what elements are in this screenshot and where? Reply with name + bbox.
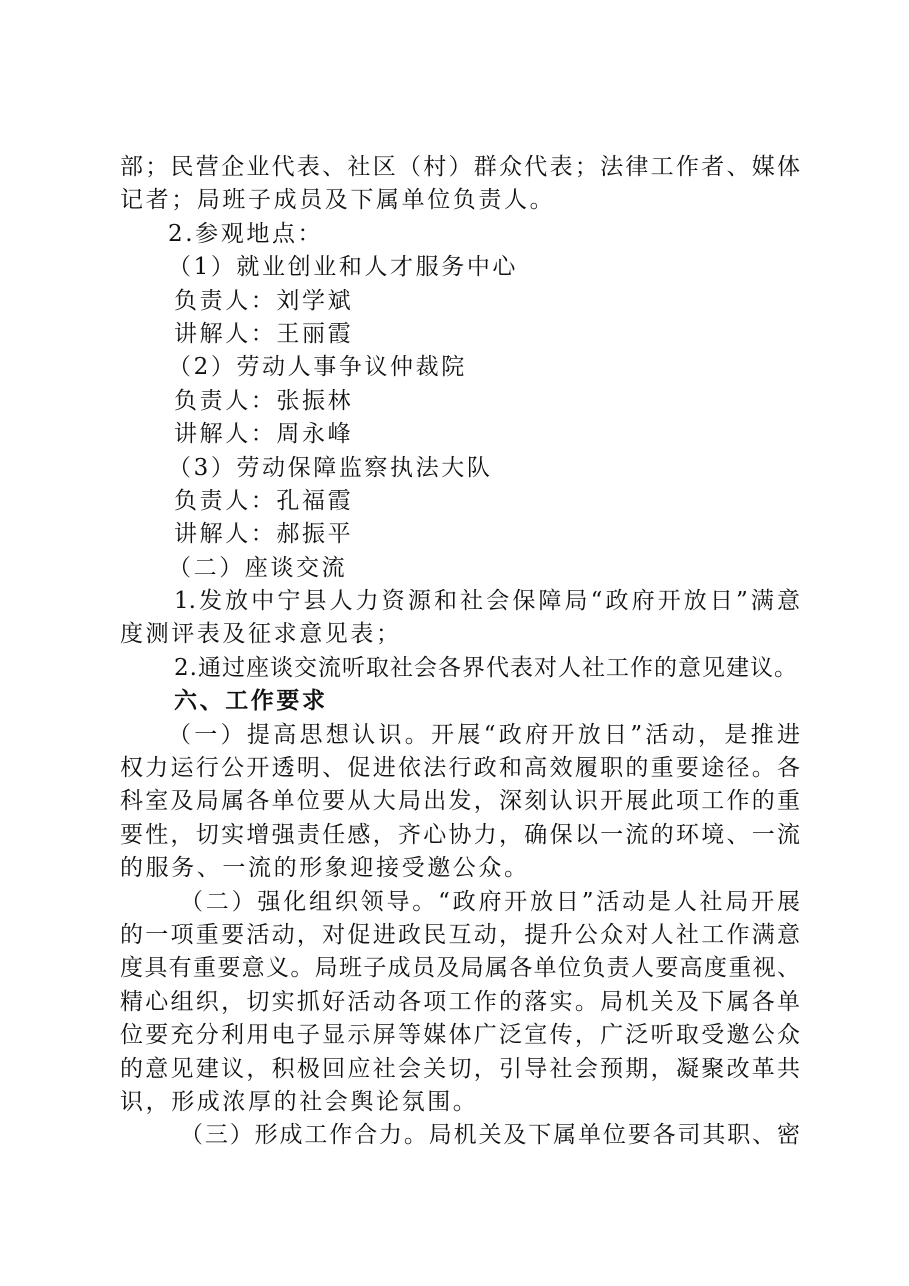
venue-3-guide: 讲解人：郝振平: [174, 521, 354, 548]
venue-3-manager: 负责人：孔福霞: [174, 487, 354, 514]
subsection-heading: （二）座谈交流: [168, 554, 348, 581]
paragraph-2-line-2: 的一项重要活动，对促进政民互动，提升公众对人社工作满意: [120, 921, 800, 948]
text-line-2: 记者；局班子成员及下属单位负责人。: [120, 187, 556, 214]
venue-2-guide: 讲解人：周永峰: [174, 421, 354, 448]
paragraph-1-line-4: 要性，切实增强责任感，齐心协力，确保以一流的环境、一流: [120, 821, 800, 848]
paragraph-3-line-1: （三）形成工作合力。局机关及下属单位要各司其职、密: [180, 1122, 800, 1149]
paragraph-2-line-4: 精心组织，切实抓好活动各项工作的落实。局机关及下属各单: [120, 988, 800, 1015]
paragraph-2-line-6: 的意见建议，积极回应社会关切，引导社会预期，凝聚改革共: [120, 1055, 800, 1082]
paragraph-2-line-1: （二）强化组织领导。“政府开放日”活动是人社局开展: [180, 888, 800, 915]
venue-1-guide: 讲解人：王丽霞: [174, 320, 354, 347]
paragraph-1-line-5: 的服务、一流的形象迎接受邀公众。: [120, 855, 530, 882]
paragraph-2-line-3: 度具有重要意义。局班子成员及局属各单位负责人要高度重视、: [120, 955, 800, 982]
text-line-3: 2.参观地点：: [168, 220, 324, 247]
list-item-venue-1: （1）就业创业和人才服务中心: [168, 254, 519, 281]
text-line-1: 部；民营企业代表、社区（村）群众代表；法律工作者、媒体: [120, 154, 800, 180]
text-line-16: 2.通过座谈交流听取社会各界代表对人社工作的意见建议。: [174, 654, 798, 681]
paragraph-1-line-3: 科室及局属各单位要从大局出发，深刻认识开展此项工作的重: [120, 788, 800, 815]
paragraph-1-line-1: （一）提高思想认识。开展“政府开放日”活动，是推进: [168, 721, 800, 748]
paragraph-1-line-2: 权力运行公开透明、促进依法行政和高效履职的重要途径。各: [120, 755, 800, 782]
venue-2-manager: 负责人：张振林: [174, 387, 354, 414]
text-line-14: 1.发放中宁县人力资源和社会保障局“政府开放日”满意: [174, 588, 800, 615]
list-item-venue-3: （3）劳动保障监察执法大队: [168, 454, 493, 481]
venue-1-manager: 负责人：刘学斌: [174, 287, 354, 314]
list-item-venue-2: （2）劳动人事争议仲裁院: [168, 354, 467, 381]
paragraph-2-line-7: 识，形成浓厚的社会舆论氛围。: [120, 1088, 479, 1115]
section-heading: 六、工作要求: [174, 688, 328, 715]
text-line-15: 度测评表及征求意见表；: [120, 621, 402, 648]
paragraph-2-line-5: 位要充分利用电子显示屏等媒体广泛宣传，广泛听取受邀公众: [120, 1022, 800, 1049]
document-body: [120, 151, 800, 1153]
